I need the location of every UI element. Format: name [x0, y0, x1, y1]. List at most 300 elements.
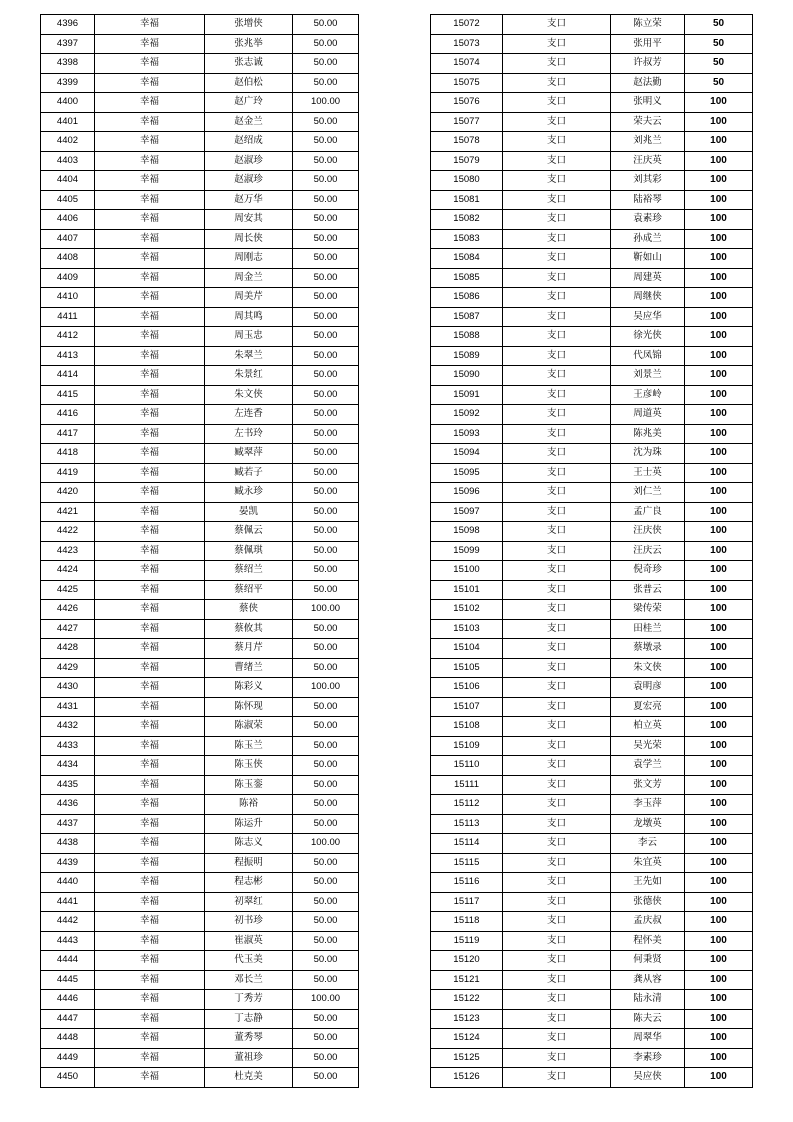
cell-id: 4431 — [41, 697, 95, 717]
table-row — [431, 249, 753, 269]
table-row — [41, 1068, 359, 1088]
cell-amount: 50.00 — [293, 658, 359, 678]
cell-village: 支口 — [503, 93, 611, 113]
cell-name: 蔡绍兰 — [205, 561, 293, 581]
cell-village: 支口 — [503, 756, 611, 776]
cell-village: 支口 — [503, 522, 611, 542]
cell-id: 4427 — [41, 619, 95, 639]
cell-amount: 50.00 — [293, 210, 359, 230]
cell-name: 赵伯松 — [205, 73, 293, 93]
cell-village: 幸福 — [95, 580, 205, 600]
cell-amount: 100.00 — [293, 990, 359, 1010]
cell-id: 15085 — [431, 268, 503, 288]
cell-name: 龚从容 — [611, 970, 685, 990]
cell-village: 幸福 — [95, 912, 205, 932]
table-row — [41, 366, 359, 386]
cell-amount: 100 — [685, 405, 753, 425]
cell-amount: 100 — [685, 795, 753, 815]
cell-name: 张普云 — [611, 580, 685, 600]
table-row — [41, 405, 359, 425]
cell-village: 幸福 — [95, 190, 205, 210]
table-row — [431, 151, 753, 171]
cell-amount: 100 — [685, 931, 753, 951]
cell-name: 袁学兰 — [611, 756, 685, 776]
cell-village: 幸福 — [95, 756, 205, 776]
cell-village: 幸福 — [95, 288, 205, 308]
table-row — [431, 853, 753, 873]
cell-amount: 100 — [685, 775, 753, 795]
cell-id: 4400 — [41, 93, 95, 113]
cell-village: 幸福 — [95, 990, 205, 1010]
cell-id: 15109 — [431, 736, 503, 756]
cell-village: 幸福 — [95, 346, 205, 366]
cell-name: 沈为珠 — [611, 444, 685, 464]
table-row — [431, 658, 753, 678]
cell-village: 幸福 — [95, 73, 205, 93]
cell-name: 吴光荣 — [611, 736, 685, 756]
cell-id: 4439 — [41, 853, 95, 873]
cell-village: 支口 — [503, 1068, 611, 1088]
cell-name: 柏立英 — [611, 717, 685, 737]
cell-amount: 100 — [685, 190, 753, 210]
cell-amount: 50.00 — [293, 756, 359, 776]
cell-village: 幸福 — [95, 717, 205, 737]
cell-village: 支口 — [503, 834, 611, 854]
cell-name: 陈志义 — [205, 834, 293, 854]
table-row — [431, 1009, 753, 1029]
table-row — [41, 210, 359, 230]
cell-name: 蔡墩录 — [611, 639, 685, 659]
cell-village: 支口 — [503, 970, 611, 990]
table-row — [41, 990, 359, 1010]
cell-amount: 50 — [685, 54, 753, 74]
cell-village: 支口 — [503, 892, 611, 912]
cell-village: 支口 — [503, 1009, 611, 1029]
cell-village: 支口 — [503, 483, 611, 503]
table-row — [41, 151, 359, 171]
table-row — [431, 678, 753, 698]
cell-id: 4441 — [41, 892, 95, 912]
cell-name: 蔡佩云 — [205, 522, 293, 542]
cell-id: 15092 — [431, 405, 503, 425]
table-row — [41, 307, 359, 327]
cell-name: 陈淑荣 — [205, 717, 293, 737]
cell-id: 15091 — [431, 385, 503, 405]
cell-id: 15077 — [431, 112, 503, 132]
cell-village: 支口 — [503, 346, 611, 366]
cell-id: 15102 — [431, 600, 503, 620]
cell-id: 15114 — [431, 834, 503, 854]
cell-name: 赵淑珍 — [205, 171, 293, 191]
cell-village: 支口 — [503, 73, 611, 93]
cell-name: 田桂兰 — [611, 619, 685, 639]
cell-name: 张德侠 — [611, 892, 685, 912]
cell-name: 陈立荣 — [611, 15, 685, 35]
cell-name: 赵万华 — [205, 190, 293, 210]
cell-village: 支口 — [503, 600, 611, 620]
cell-name: 陈彩义 — [205, 678, 293, 698]
cell-id: 4429 — [41, 658, 95, 678]
cell-village: 幸福 — [95, 795, 205, 815]
cell-name: 梁传荣 — [611, 600, 685, 620]
cell-village: 幸福 — [95, 268, 205, 288]
table-row — [41, 93, 359, 113]
table-row — [431, 268, 753, 288]
cell-amount: 100 — [685, 814, 753, 834]
cell-name: 赵淑珍 — [205, 151, 293, 171]
cell-id: 15125 — [431, 1048, 503, 1068]
cell-id: 4438 — [41, 834, 95, 854]
cell-name: 代凤锦 — [611, 346, 685, 366]
table-row — [41, 1009, 359, 1029]
cell-name: 汪庆侠 — [611, 522, 685, 542]
cell-name: 周美芹 — [205, 288, 293, 308]
cell-amount: 50 — [685, 73, 753, 93]
cell-name: 孟庆叔 — [611, 912, 685, 932]
cell-amount: 50.00 — [293, 561, 359, 581]
cell-name: 左书玲 — [205, 424, 293, 444]
table-row — [431, 54, 753, 74]
cell-name: 赵金兰 — [205, 112, 293, 132]
table-row — [431, 34, 753, 54]
cell-name: 左连香 — [205, 405, 293, 425]
cell-amount: 100 — [685, 229, 753, 249]
cell-name: 朱宜英 — [611, 853, 685, 873]
cell-name: 朱文侠 — [205, 385, 293, 405]
cell-amount: 100.00 — [293, 93, 359, 113]
cell-name: 朱文侠 — [611, 658, 685, 678]
cell-amount: 50.00 — [293, 970, 359, 990]
table-row — [431, 795, 753, 815]
cell-village: 幸福 — [95, 327, 205, 347]
cell-name: 李素珍 — [611, 1048, 685, 1068]
cell-id: 15106 — [431, 678, 503, 698]
table-row — [431, 1029, 753, 1049]
table-row — [431, 73, 753, 93]
cell-amount: 100 — [685, 834, 753, 854]
cell-village: 幸福 — [95, 210, 205, 230]
table-row — [431, 892, 753, 912]
cell-village: 支口 — [503, 54, 611, 74]
cell-amount: 100 — [685, 112, 753, 132]
cell-name: 臧永珍 — [205, 483, 293, 503]
cell-id: 15093 — [431, 424, 503, 444]
table-row — [41, 522, 359, 542]
right-table-body — [431, 15, 753, 1088]
cell-name: 张兆举 — [205, 34, 293, 54]
cell-name: 程怀美 — [611, 931, 685, 951]
cell-name: 蔡侠 — [205, 600, 293, 620]
cell-amount: 50.00 — [293, 444, 359, 464]
cell-name: 王彦岭 — [611, 385, 685, 405]
cell-amount: 50.00 — [293, 34, 359, 54]
cell-village: 幸福 — [95, 502, 205, 522]
cell-village: 幸福 — [95, 736, 205, 756]
cell-id: 4403 — [41, 151, 95, 171]
cell-village: 支口 — [503, 366, 611, 386]
table-row — [431, 639, 753, 659]
cell-amount: 50.00 — [293, 73, 359, 93]
cell-amount: 50.00 — [293, 814, 359, 834]
table-row — [431, 424, 753, 444]
cell-id: 4435 — [41, 775, 95, 795]
cell-id: 15119 — [431, 931, 503, 951]
cell-village: 幸福 — [95, 307, 205, 327]
table-row — [431, 1068, 753, 1088]
cell-id: 4422 — [41, 522, 95, 542]
cell-amount: 100 — [685, 1048, 753, 1068]
cell-id: 15113 — [431, 814, 503, 834]
cell-id: 15121 — [431, 970, 503, 990]
cell-village: 幸福 — [95, 15, 205, 35]
cell-id: 4430 — [41, 678, 95, 698]
table-row — [431, 327, 753, 347]
cell-amount: 100 — [685, 346, 753, 366]
cell-id: 4417 — [41, 424, 95, 444]
cell-village: 幸福 — [95, 132, 205, 152]
cell-amount: 50.00 — [293, 229, 359, 249]
cell-name: 程振明 — [205, 853, 293, 873]
cell-village: 支口 — [503, 132, 611, 152]
cell-amount: 100 — [685, 502, 753, 522]
table-row — [41, 736, 359, 756]
cell-amount: 100 — [685, 697, 753, 717]
cell-amount: 50.00 — [293, 346, 359, 366]
cell-amount: 50.00 — [293, 912, 359, 932]
cell-name: 周翠华 — [611, 1029, 685, 1049]
cell-village: 支口 — [503, 112, 611, 132]
table-row — [431, 463, 753, 483]
cell-village: 支口 — [503, 151, 611, 171]
cell-amount: 50.00 — [293, 795, 359, 815]
cell-amount: 50.00 — [293, 736, 359, 756]
cell-name: 周金兰 — [205, 268, 293, 288]
cell-village: 支口 — [503, 697, 611, 717]
cell-village: 幸福 — [95, 658, 205, 678]
cell-name: 李云 — [611, 834, 685, 854]
table-row — [41, 697, 359, 717]
cell-name: 汪庆云 — [611, 541, 685, 561]
cell-village: 幸福 — [95, 385, 205, 405]
cell-amount: 50.00 — [293, 580, 359, 600]
table-row — [431, 307, 753, 327]
cell-amount: 100 — [685, 912, 753, 932]
cell-village: 支口 — [503, 795, 611, 815]
table-row — [41, 346, 359, 366]
cell-id: 15101 — [431, 580, 503, 600]
cell-amount: 100 — [685, 268, 753, 288]
cell-id: 4444 — [41, 951, 95, 971]
cell-id: 4423 — [41, 541, 95, 561]
table-row — [431, 912, 753, 932]
table-row — [41, 951, 359, 971]
cell-id: 4416 — [41, 405, 95, 425]
table-row — [41, 190, 359, 210]
cell-name: 孟广良 — [611, 502, 685, 522]
cell-name: 周玉忠 — [205, 327, 293, 347]
cell-village: 幸福 — [95, 600, 205, 620]
cell-id: 15074 — [431, 54, 503, 74]
cell-amount: 100 — [685, 385, 753, 405]
table-row — [41, 834, 359, 854]
cell-name: 倪奇珍 — [611, 561, 685, 581]
cell-village: 幸福 — [95, 561, 205, 581]
cell-name: 程志彬 — [205, 873, 293, 893]
table-row — [431, 522, 753, 542]
cell-name: 董秀琴 — [205, 1029, 293, 1049]
cell-id: 4428 — [41, 639, 95, 659]
cell-village: 支口 — [503, 1048, 611, 1068]
table-row — [431, 1048, 753, 1068]
cell-name: 周安其 — [205, 210, 293, 230]
table-row — [41, 229, 359, 249]
cell-id: 4415 — [41, 385, 95, 405]
cell-amount: 100.00 — [293, 678, 359, 698]
cell-id: 4436 — [41, 795, 95, 815]
cell-amount: 100 — [685, 639, 753, 659]
cell-name: 陈玉銮 — [205, 775, 293, 795]
cell-id: 15083 — [431, 229, 503, 249]
table-row — [41, 15, 359, 35]
table-row — [41, 502, 359, 522]
cell-name: 朱景红 — [205, 366, 293, 386]
table-row — [431, 366, 753, 386]
cell-village: 支口 — [503, 639, 611, 659]
table-row — [431, 15, 753, 35]
cell-id: 15117 — [431, 892, 503, 912]
cell-village: 幸福 — [95, 171, 205, 191]
table-row — [431, 288, 753, 308]
cell-amount: 50.00 — [293, 619, 359, 639]
cell-village: 支口 — [503, 210, 611, 230]
cell-id: 4401 — [41, 112, 95, 132]
table-row — [41, 600, 359, 620]
cell-village: 支口 — [503, 288, 611, 308]
cell-id: 15126 — [431, 1068, 503, 1088]
cell-id: 15075 — [431, 73, 503, 93]
cell-amount: 50.00 — [293, 717, 359, 737]
table-row — [41, 54, 359, 74]
table-row — [41, 931, 359, 951]
table-row — [431, 190, 753, 210]
cell-amount: 50.00 — [293, 1048, 359, 1068]
cell-amount: 100 — [685, 717, 753, 737]
cell-id: 15111 — [431, 775, 503, 795]
cell-name: 曹绪兰 — [205, 658, 293, 678]
cell-village: 幸福 — [95, 853, 205, 873]
cell-name: 丁志静 — [205, 1009, 293, 1029]
cell-village: 支口 — [503, 561, 611, 581]
table-row — [431, 931, 753, 951]
cell-village: 幸福 — [95, 249, 205, 269]
cell-village: 幸福 — [95, 1029, 205, 1049]
cell-village: 支口 — [503, 15, 611, 35]
cell-village: 支口 — [503, 580, 611, 600]
cell-amount: 100 — [685, 463, 753, 483]
cell-village: 支口 — [503, 307, 611, 327]
table-row — [431, 93, 753, 113]
cell-name: 张文芳 — [611, 775, 685, 795]
table-row — [431, 600, 753, 620]
table-row — [41, 132, 359, 152]
table-row — [41, 717, 359, 737]
cell-id: 15123 — [431, 1009, 503, 1029]
cell-amount: 100 — [685, 600, 753, 620]
cell-name: 何秉贤 — [611, 951, 685, 971]
cell-amount: 100 — [685, 1009, 753, 1029]
cell-id: 15097 — [431, 502, 503, 522]
cell-id: 4421 — [41, 502, 95, 522]
cell-name: 董祖珍 — [205, 1048, 293, 1068]
cell-id: 15088 — [431, 327, 503, 347]
cell-village: 支口 — [503, 853, 611, 873]
cell-village: 支口 — [503, 931, 611, 951]
cell-amount: 50 — [685, 34, 753, 54]
cell-name: 陆裕琴 — [611, 190, 685, 210]
cell-village: 幸福 — [95, 697, 205, 717]
cell-id: 4396 — [41, 15, 95, 35]
cell-id: 4448 — [41, 1029, 95, 1049]
cell-name: 吴应侠 — [611, 1068, 685, 1088]
cell-amount: 100 — [685, 307, 753, 327]
cell-id: 15087 — [431, 307, 503, 327]
cell-name: 杜克美 — [205, 1068, 293, 1088]
cell-village: 支口 — [503, 171, 611, 191]
table-row — [41, 814, 359, 834]
cell-id: 15105 — [431, 658, 503, 678]
cell-name: 刘仁兰 — [611, 483, 685, 503]
cell-amount: 50.00 — [293, 327, 359, 347]
cell-amount: 100 — [685, 444, 753, 464]
table-row — [431, 210, 753, 230]
cell-village: 支口 — [503, 912, 611, 932]
cell-amount: 100 — [685, 132, 753, 152]
table-row — [41, 580, 359, 600]
cell-village: 支口 — [503, 951, 611, 971]
cell-name: 蔡月芹 — [205, 639, 293, 659]
cell-village: 幸福 — [95, 931, 205, 951]
cell-id: 15116 — [431, 873, 503, 893]
table-row — [431, 346, 753, 366]
cell-village: 支口 — [503, 814, 611, 834]
cell-village: 幸福 — [95, 229, 205, 249]
cell-id: 15096 — [431, 483, 503, 503]
cell-name: 汪庆英 — [611, 151, 685, 171]
cell-amount: 100 — [685, 678, 753, 698]
cell-name: 赵绍成 — [205, 132, 293, 152]
cell-village: 支口 — [503, 268, 611, 288]
cell-amount: 100.00 — [293, 834, 359, 854]
cell-village: 幸福 — [95, 834, 205, 854]
cell-name: 蔡绍平 — [205, 580, 293, 600]
cell-village: 幸福 — [95, 1048, 205, 1068]
table-row — [431, 873, 753, 893]
cell-id: 4434 — [41, 756, 95, 776]
cell-amount: 50.00 — [293, 639, 359, 659]
table-row — [41, 483, 359, 503]
cell-id: 4425 — [41, 580, 95, 600]
cell-name: 陈怀现 — [205, 697, 293, 717]
table-row — [41, 756, 359, 776]
cell-id: 4412 — [41, 327, 95, 347]
table-row — [41, 912, 359, 932]
cell-name: 张增侠 — [205, 15, 293, 35]
table-row — [431, 834, 753, 854]
cell-name: 周其鸣 — [205, 307, 293, 327]
cell-amount: 50.00 — [293, 892, 359, 912]
cell-village: 支口 — [503, 249, 611, 269]
cell-id: 15090 — [431, 366, 503, 386]
